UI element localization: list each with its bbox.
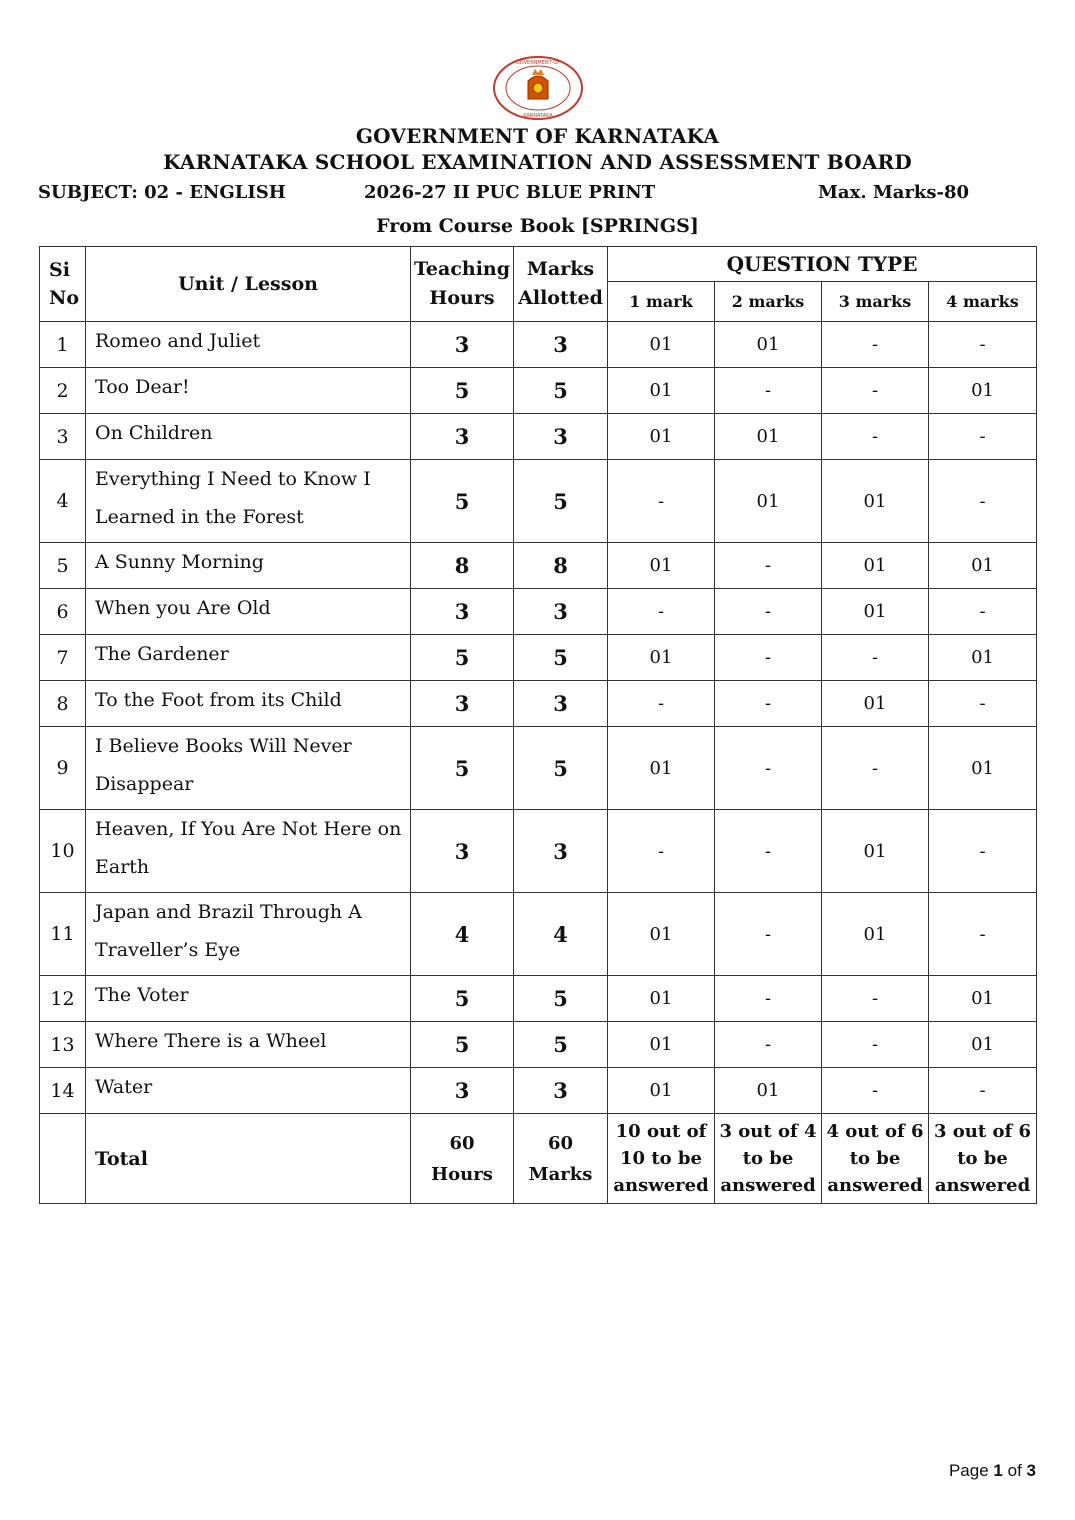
cell-3-marks: - xyxy=(822,1068,929,1114)
header-1-mark: 1 mark xyxy=(608,282,715,322)
table-row xyxy=(40,1022,1037,1068)
cell-1-mark: 01 xyxy=(608,976,715,1022)
table-row xyxy=(40,322,1037,368)
total-4-marks-line2: to be xyxy=(957,1148,1008,1169)
cell-si: 5 xyxy=(40,543,86,589)
cell-hours: 5 xyxy=(411,635,514,681)
total-4-marks-line1: 3 out of 6 xyxy=(934,1121,1032,1142)
cell-2-marks: 01 xyxy=(715,460,822,543)
header-unit-lesson: Unit / Lesson xyxy=(86,247,411,322)
cell-unit xyxy=(86,322,411,368)
header-marks-line1: Marks xyxy=(526,258,595,280)
cell-unit xyxy=(86,460,411,543)
total-3-marks-line1: 4 out of 6 xyxy=(826,1121,924,1142)
table-row xyxy=(40,681,1037,727)
of-word: of xyxy=(1007,1461,1022,1480)
total-3-marks-line2: to be xyxy=(849,1148,901,1169)
total-4-marks xyxy=(929,1114,1037,1204)
cell-1-mark: 01 xyxy=(608,368,715,414)
cell-si-empty xyxy=(40,1114,86,1204)
cell-hours: 3 xyxy=(411,681,514,727)
total-marks-unit: Marks xyxy=(528,1163,593,1185)
cell-2-marks: - xyxy=(715,976,822,1022)
cell-unit xyxy=(86,727,411,810)
cell-4-marks: 01 xyxy=(929,635,1037,681)
cell-si: 2 xyxy=(40,368,86,414)
cell-1-mark: - xyxy=(608,810,715,893)
cell-3-marks: - xyxy=(822,322,929,368)
cell-hours: 3 xyxy=(411,589,514,635)
cell-1-mark: 01 xyxy=(608,1068,715,1114)
cell-2-marks: - xyxy=(715,635,822,681)
unit-line1: The Gardener xyxy=(95,643,229,665)
cell-3-marks: - xyxy=(822,414,929,460)
header-si-line2: No xyxy=(49,287,80,309)
unit-line1: Where There is a Wheel xyxy=(95,1030,327,1052)
cell-4-marks: - xyxy=(929,893,1037,976)
unit-line1: I Believe Books Will Never xyxy=(95,735,352,757)
cell-4-marks: 01 xyxy=(929,727,1037,810)
table-row xyxy=(40,635,1037,681)
cell-hours: 4 xyxy=(411,893,514,976)
cell-marks: 5 xyxy=(514,976,608,1022)
cell-1-mark: - xyxy=(608,460,715,543)
header-si-no xyxy=(40,247,86,322)
cell-si: 3 xyxy=(40,414,86,460)
cell-marks: 5 xyxy=(514,368,608,414)
cell-1-mark: 01 xyxy=(608,635,715,681)
total-row xyxy=(40,1114,1037,1204)
cell-marks: 3 xyxy=(514,322,608,368)
unit-line2: Earth xyxy=(95,856,150,878)
cell-unit xyxy=(86,368,411,414)
cell-hours: 8 xyxy=(411,543,514,589)
cell-3-marks: - xyxy=(822,727,929,810)
unit-line1: Water xyxy=(95,1076,153,1098)
cell-4-marks: - xyxy=(929,322,1037,368)
cell-si: 11 xyxy=(40,893,86,976)
total-2-marks xyxy=(715,1114,822,1204)
table-row xyxy=(40,1068,1037,1114)
cell-3-marks: 01 xyxy=(822,681,929,727)
cell-1-mark: 01 xyxy=(608,543,715,589)
unit-line2: Learned in the Forest xyxy=(95,506,304,528)
cell-4-marks: 01 xyxy=(929,368,1037,414)
cell-si: 1 xyxy=(40,322,86,368)
total-4-marks-line3: answered xyxy=(934,1175,1031,1196)
unit-line1: On Children xyxy=(95,422,213,444)
cell-4-marks: 01 xyxy=(929,543,1037,589)
cell-marks: 8 xyxy=(514,543,608,589)
cell-marks: 3 xyxy=(514,1068,608,1114)
table-row xyxy=(40,460,1037,543)
total-2-marks-line1: 3 out of 4 xyxy=(719,1121,817,1142)
table-row xyxy=(40,976,1037,1022)
cell-si: 14 xyxy=(40,1068,86,1114)
cell-4-marks: 01 xyxy=(929,1022,1037,1068)
svg-text:GOVERNMENT OF: GOVERNMENT OF xyxy=(515,60,561,66)
cell-si: 9 xyxy=(40,727,86,810)
cell-1-mark: - xyxy=(608,589,715,635)
cell-marks: 3 xyxy=(514,414,608,460)
cell-hours: 5 xyxy=(411,1022,514,1068)
cell-unit xyxy=(86,893,411,976)
total-2-marks-line2: to be xyxy=(742,1148,794,1169)
cell-hours: 3 xyxy=(411,810,514,893)
cell-2-marks: - xyxy=(715,589,822,635)
svg-text:KARNATAKA: KARNATAKA xyxy=(523,113,553,119)
cell-unit xyxy=(86,1068,411,1114)
total-1-mark-line1: 10 out of xyxy=(615,1121,707,1142)
cell-2-marks: - xyxy=(715,543,822,589)
cell-2-marks: - xyxy=(715,368,822,414)
cell-si: 13 xyxy=(40,1022,86,1068)
cell-4-marks: - xyxy=(929,681,1037,727)
max-marks-label: Max. Marks-80 xyxy=(818,182,970,203)
header-teaching-hours xyxy=(411,247,514,322)
header-teaching-line2: Hours xyxy=(429,287,495,309)
total-1-mark xyxy=(608,1114,715,1204)
unit-line1: Heaven, If You Are Not Here on xyxy=(95,818,402,840)
cell-3-marks: 01 xyxy=(822,893,929,976)
cell-marks: 3 xyxy=(514,810,608,893)
cell-3-marks: 01 xyxy=(822,543,929,589)
unit-line1: Romeo and Juliet xyxy=(95,330,261,352)
cell-hours: 3 xyxy=(411,1068,514,1114)
cell-hours: 5 xyxy=(411,976,514,1022)
cell-marks: 5 xyxy=(514,635,608,681)
cell-si: 4 xyxy=(40,460,86,543)
cell-unit xyxy=(86,414,411,460)
cell-4-marks: - xyxy=(929,589,1037,635)
cell-1-mark: 01 xyxy=(608,1022,715,1068)
cell-2-marks: 01 xyxy=(715,1068,822,1114)
total-marks-value: 60 xyxy=(547,1132,574,1154)
cell-hours: 3 xyxy=(411,322,514,368)
cell-si: 8 xyxy=(40,681,86,727)
total-1-mark-line2: 10 to be xyxy=(620,1148,702,1169)
cell-2-marks: 01 xyxy=(715,414,822,460)
cell-si: 10 xyxy=(40,810,86,893)
cell-unit xyxy=(86,976,411,1022)
cell-4-marks: - xyxy=(929,1068,1037,1114)
header-marks-line2: Allotted xyxy=(518,287,603,309)
total-3-marks xyxy=(822,1114,929,1204)
cell-3-marks: - xyxy=(822,1022,929,1068)
unit-line1: Too Dear! xyxy=(95,376,190,398)
cell-hours: 5 xyxy=(411,460,514,543)
cell-marks: 3 xyxy=(514,681,608,727)
cell-2-marks: - xyxy=(715,1022,822,1068)
cell-1-mark: 01 xyxy=(608,414,715,460)
header-question-type: QUESTION TYPE xyxy=(608,247,1037,282)
total-2-marks-line3: answered xyxy=(720,1175,816,1196)
cell-unit xyxy=(86,810,411,893)
total-label: Total xyxy=(86,1114,411,1204)
cell-marks: 3 xyxy=(514,589,608,635)
total-hours-value: 60 xyxy=(449,1132,475,1154)
cell-3-marks: 01 xyxy=(822,460,929,543)
unit-line1: To the Foot from its Child xyxy=(95,689,342,711)
cell-1-mark: 01 xyxy=(608,893,715,976)
cell-marks: 5 xyxy=(514,727,608,810)
cell-hours: 3 xyxy=(411,414,514,460)
unit-line1: When you Are Old xyxy=(95,597,271,619)
table-row xyxy=(40,414,1037,460)
table-row xyxy=(40,810,1037,893)
blueprint-table xyxy=(39,246,1037,1204)
unit-line1: The Voter xyxy=(95,984,189,1006)
unit-line2: Traveller’s Eye xyxy=(95,939,241,961)
subject-label: SUBJECT: 02 - ENGLISH xyxy=(38,182,286,203)
total-hours xyxy=(411,1114,514,1204)
header-marks-allotted xyxy=(514,247,608,322)
page-current: 1 xyxy=(993,1461,1003,1480)
course-book-title: From Course Book [SPRINGS] xyxy=(376,215,699,237)
cell-unit xyxy=(86,635,411,681)
header-2-marks: 2 marks xyxy=(715,282,822,322)
total-3-marks-line3: answered xyxy=(827,1175,923,1196)
cell-unit xyxy=(86,681,411,727)
cell-4-marks: - xyxy=(929,810,1037,893)
karnataka-emblem-seal xyxy=(492,55,584,121)
unit-line2: Disappear xyxy=(95,773,194,795)
government-title: GOVERNMENT OF KARNATAKA xyxy=(355,124,720,148)
cell-3-marks: - xyxy=(822,635,929,681)
cell-marks: 5 xyxy=(514,460,608,543)
table-row xyxy=(40,368,1037,414)
unit-line1: Japan and Brazil Through A xyxy=(95,901,362,923)
unit-line1: A Sunny Morning xyxy=(95,551,264,573)
cell-si: 7 xyxy=(40,635,86,681)
table-row xyxy=(40,893,1037,976)
cell-1-mark: 01 xyxy=(608,322,715,368)
header-4-marks: 4 marks xyxy=(929,282,1037,322)
cell-si: 12 xyxy=(40,976,86,1022)
cell-si: 6 xyxy=(40,589,86,635)
total-hours-unit: Hours xyxy=(431,1163,493,1185)
cell-2-marks: - xyxy=(715,681,822,727)
cell-hours: 5 xyxy=(411,727,514,810)
cell-2-marks: - xyxy=(715,727,822,810)
cell-marks: 4 xyxy=(514,893,608,976)
cell-3-marks: - xyxy=(822,976,929,1022)
cell-hours: 5 xyxy=(411,368,514,414)
unit-line1: Everything I Need to Know I xyxy=(95,468,371,490)
header-3-marks: 3 marks xyxy=(822,282,929,322)
cell-4-marks: 01 xyxy=(929,976,1037,1022)
cell-4-marks: - xyxy=(929,460,1037,543)
header-teaching-line1: Teaching xyxy=(413,258,511,280)
cell-2-marks: - xyxy=(715,810,822,893)
table-row xyxy=(40,543,1037,589)
cell-2-marks: - xyxy=(715,893,822,976)
cell-unit xyxy=(86,1022,411,1068)
cell-1-mark: - xyxy=(608,681,715,727)
cell-marks: 5 xyxy=(514,1022,608,1068)
cell-2-marks: 01 xyxy=(715,322,822,368)
total-marks xyxy=(514,1114,608,1204)
total-1-mark-line3: answered xyxy=(613,1175,709,1196)
page-total: 3 xyxy=(1026,1461,1036,1480)
cell-unit xyxy=(86,589,411,635)
page-word: Page xyxy=(948,1461,989,1480)
board-title: KARNATAKA SCHOOL EXAMINATION AND ASSESSMENT BOARD xyxy=(163,150,912,174)
cell-1-mark: 01 xyxy=(608,727,715,810)
header-si-line1: Si xyxy=(49,259,70,281)
table-row xyxy=(40,727,1037,810)
table-row xyxy=(40,589,1037,635)
blueprint-title: 2026-27 II PUC BLUE PRINT xyxy=(364,182,656,203)
cell-4-marks: - xyxy=(929,414,1037,460)
cell-3-marks: - xyxy=(822,368,929,414)
cell-3-marks: 01 xyxy=(822,810,929,893)
page-number xyxy=(949,1461,1036,1481)
cell-3-marks: 01 xyxy=(822,589,929,635)
cell-unit xyxy=(86,543,411,589)
